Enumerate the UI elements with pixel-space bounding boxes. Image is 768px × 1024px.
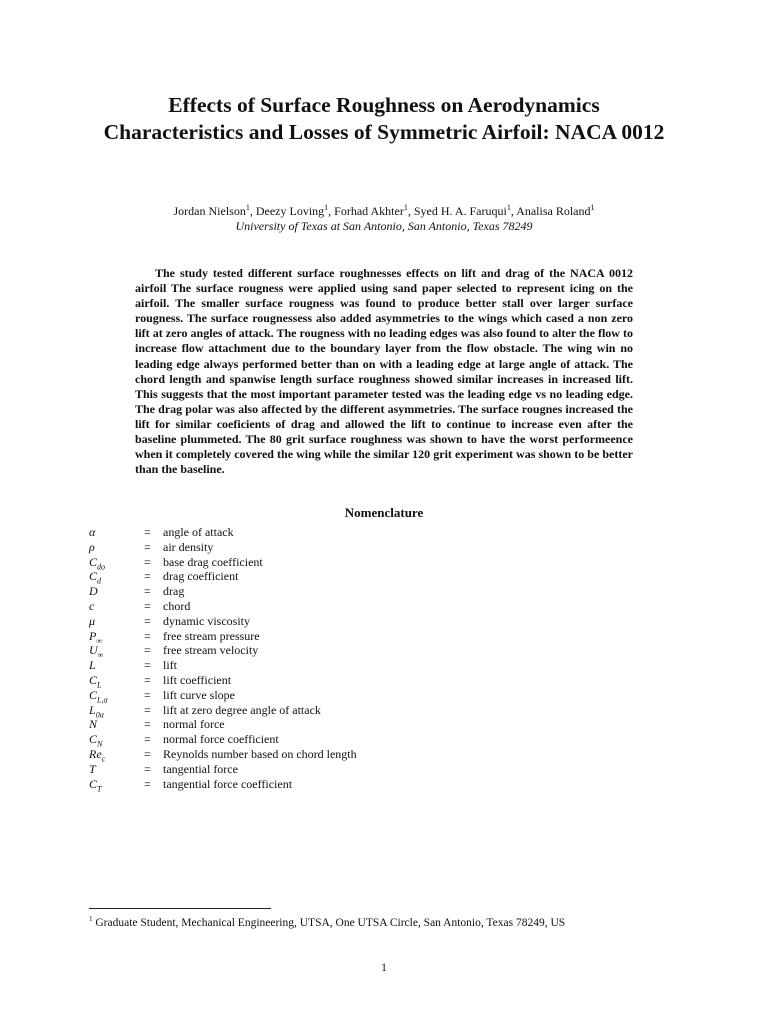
footnote bbox=[89, 916, 689, 930]
nomenclature-row bbox=[89, 717, 509, 732]
nomenclature-definition: chord bbox=[163, 598, 191, 613]
nomenclature-heading: Nomenclature bbox=[344, 505, 424, 520]
equals-sign: = bbox=[144, 776, 151, 791]
nomenclature-row bbox=[89, 525, 509, 540]
symbol-base: C bbox=[89, 732, 98, 747]
symbol-base: α bbox=[89, 525, 96, 539]
nomenclature-symbol bbox=[89, 629, 102, 644]
footnote-mark: 1 bbox=[89, 915, 93, 924]
author-name: Deezy Loving bbox=[255, 204, 325, 218]
symbol-subscript: 0α bbox=[95, 709, 104, 719]
equals-sign: = bbox=[144, 672, 151, 687]
nomenclature-symbol bbox=[89, 555, 105, 570]
nomenclature-definition: normal force coefficient bbox=[163, 732, 279, 747]
nomenclature-row bbox=[89, 569, 509, 584]
symbol-subscript: ∞ bbox=[96, 635, 103, 645]
nomenclature-definition: angle of attack bbox=[163, 525, 234, 539]
author-name: Forhad Akhter bbox=[334, 204, 404, 218]
nomenclature-symbol bbox=[89, 732, 102, 747]
symbol-subscript: c bbox=[101, 754, 106, 764]
nomenclature-definition: Reynolds number based on chord length bbox=[163, 746, 357, 761]
nomenclature-row bbox=[89, 777, 509, 792]
nomenclature-row bbox=[89, 629, 509, 644]
author-affiliation-mark: 1 bbox=[506, 203, 511, 212]
equals-sign: = bbox=[144, 746, 151, 761]
equals-sign: = bbox=[144, 584, 151, 599]
equals-sign: = bbox=[144, 643, 151, 658]
equals-sign: = bbox=[144, 525, 151, 539]
symbol-base: L bbox=[89, 658, 96, 673]
symbol-base: C bbox=[89, 569, 98, 584]
nomenclature-row bbox=[89, 584, 509, 599]
nomenclature-list bbox=[89, 525, 509, 791]
nomenclature-symbol bbox=[89, 614, 95, 629]
nomenclature-symbol bbox=[89, 658, 96, 673]
nomenclature-definition: drag coefficient bbox=[163, 569, 239, 584]
symbol-subscript: T bbox=[97, 783, 102, 793]
nomenclature-symbol bbox=[89, 747, 105, 762]
abstract: The study tested different surface roughnesses effects on lift and drag of the NACA 0012 airfoil The surface rougness were applied using sand paper selected to represent icing on the airfoil. The smaller surface rougness was found to produce better stall over larger surface rougness. The surface rougnessess also added asymmetries to the wings which cased a non zero lift at zero angles of attack. The rougness with no leading edges was also found to alter the flow to increase flow attachment due to the boundary layer from the flow obstacle. The wing win no leading edge always performed better than on with a leading edge at large angle of attack. The chord length and spanwise length surface roughness showed similar increases in increased lift. This suggests that the most important parameter tested was the leading edge vs no leading edge. The drag polar was also affected by the different asymmetries. The surface rougnes increased the lift for similar coeficients of drag and allowed the lift to continue to increase even after the baseline plummeted. The 80 grit surface roughness was shown to have the worst performeence when it completely covered the wing while the similar 120 grit experiment was shown to be better than the baseline. bbox=[135, 266, 633, 477]
nomenclature-definition: air density bbox=[163, 539, 214, 554]
symbol-base: T bbox=[89, 761, 96, 776]
symbol-base: N bbox=[89, 717, 98, 732]
symbol-base: μ bbox=[89, 613, 96, 628]
nomenclature-symbol bbox=[89, 525, 95, 540]
nomenclature-symbol bbox=[89, 703, 104, 718]
symbol-subscript: L bbox=[97, 680, 102, 690]
equals-sign: = bbox=[144, 687, 151, 702]
nomenclature-definition: normal force bbox=[163, 717, 225, 732]
nomenclature-definition: lift curve slope bbox=[163, 687, 235, 702]
author-name: Analisa Roland bbox=[516, 204, 591, 218]
nomenclature-definition: base drag coefficient bbox=[163, 554, 263, 569]
paper-title: Effects of Surface Roughness on Aerodynamics Characteristics and Losses of Symmetric Airfoil: NACA 0012 bbox=[103, 93, 665, 144]
nomenclature-row bbox=[89, 540, 509, 555]
symbol-subscript: do bbox=[97, 561, 106, 571]
equals-sign: = bbox=[144, 539, 151, 554]
nomenclature-row bbox=[89, 614, 509, 629]
nomenclature-symbol bbox=[89, 643, 103, 658]
symbol-base: U bbox=[89, 643, 98, 658]
equals-sign: = bbox=[144, 658, 151, 673]
nomenclature-row bbox=[89, 643, 509, 658]
nomenclature-row bbox=[89, 762, 509, 777]
nomenclature-symbol bbox=[89, 777, 101, 792]
symbol-base: c bbox=[89, 598, 95, 613]
nomenclature-row bbox=[89, 747, 509, 762]
author-affiliation-mark: 1 bbox=[324, 203, 329, 212]
equals-sign: = bbox=[144, 761, 151, 776]
equals-sign: = bbox=[144, 613, 151, 628]
nomenclature-row bbox=[89, 673, 509, 688]
nomenclature-definition: lift at zero degree angle of attack bbox=[163, 702, 321, 717]
footnote-text: Graduate Student, Mechanical Engineering, UTSA, One UTSA Circle, San Antonio, Texas 78249, US bbox=[92, 917, 566, 929]
symbol-base: ρ bbox=[89, 539, 95, 554]
nomenclature-definition: dynamic viscosity bbox=[163, 613, 250, 628]
symbol-base: L bbox=[89, 702, 96, 717]
equals-sign: = bbox=[144, 554, 151, 569]
author-affiliation-mark: 1 bbox=[590, 203, 595, 212]
symbol-subscript: d bbox=[97, 576, 102, 586]
nomenclature-row bbox=[89, 599, 509, 614]
nomenclature-symbol bbox=[89, 569, 101, 584]
nomenclature-symbol bbox=[89, 584, 98, 599]
symbol-subscript: L,α bbox=[97, 695, 108, 705]
nomenclature-symbol bbox=[89, 717, 97, 732]
author-affiliation-mark: 1 bbox=[403, 203, 408, 212]
symbol-base: C bbox=[89, 554, 98, 569]
nomenclature-symbol bbox=[89, 762, 96, 777]
nomenclature-row bbox=[89, 658, 509, 673]
nomenclature-row bbox=[89, 688, 509, 703]
equals-sign: = bbox=[144, 598, 151, 613]
nomenclature-definition: tangential force bbox=[163, 761, 238, 776]
nomenclature-definition: lift coefficient bbox=[163, 672, 232, 687]
symbol-base: P bbox=[89, 628, 97, 643]
nomenclature-symbol bbox=[89, 599, 94, 614]
equals-sign: = bbox=[144, 717, 151, 732]
nomenclature-row bbox=[89, 555, 509, 570]
nomenclature-symbol bbox=[89, 540, 95, 555]
equals-sign: = bbox=[144, 702, 151, 717]
symbol-subscript: N bbox=[97, 739, 103, 749]
nomenclature-definition: lift bbox=[163, 658, 177, 673]
page-number: 1 bbox=[381, 962, 387, 974]
symbol-base: Re bbox=[89, 746, 102, 761]
author-affiliation-mark: 1 bbox=[245, 203, 250, 212]
symbol-base: C bbox=[89, 687, 98, 702]
author-list: Jordan Nielson$^1$, Deezy Loving$^1$, Forhad Akhter$^1$, Syed H. A. Faruqui$^1$, Analisa Roland$^1$ bbox=[173, 203, 595, 218]
nomenclature-definition: free stream velocity bbox=[163, 643, 259, 658]
footnote-divider bbox=[89, 908, 271, 909]
equals-sign: = bbox=[144, 732, 151, 747]
nomenclature-row bbox=[89, 703, 509, 718]
equals-sign: = bbox=[144, 569, 151, 584]
symbol-subscript: ∞ bbox=[97, 650, 104, 660]
nomenclature-row bbox=[89, 732, 509, 747]
symbol-base: C bbox=[89, 672, 98, 687]
nomenclature-definition: tangential force coefficient bbox=[163, 776, 293, 791]
equals-sign: = bbox=[144, 628, 151, 643]
nomenclature-definition: drag bbox=[163, 584, 185, 599]
affiliation: University of Texas at San Antonio, San Antonio, Texas 78249 bbox=[235, 219, 533, 233]
author-name: Syed H. A. Faruqui bbox=[413, 204, 507, 218]
symbol-base: D bbox=[89, 584, 98, 599]
nomenclature-symbol bbox=[89, 688, 108, 703]
nomenclature-definition: free stream pressure bbox=[163, 628, 260, 643]
nomenclature-symbol bbox=[89, 673, 101, 688]
symbol-base: C bbox=[89, 776, 98, 791]
author-name: Jordan Nielson bbox=[173, 204, 246, 218]
